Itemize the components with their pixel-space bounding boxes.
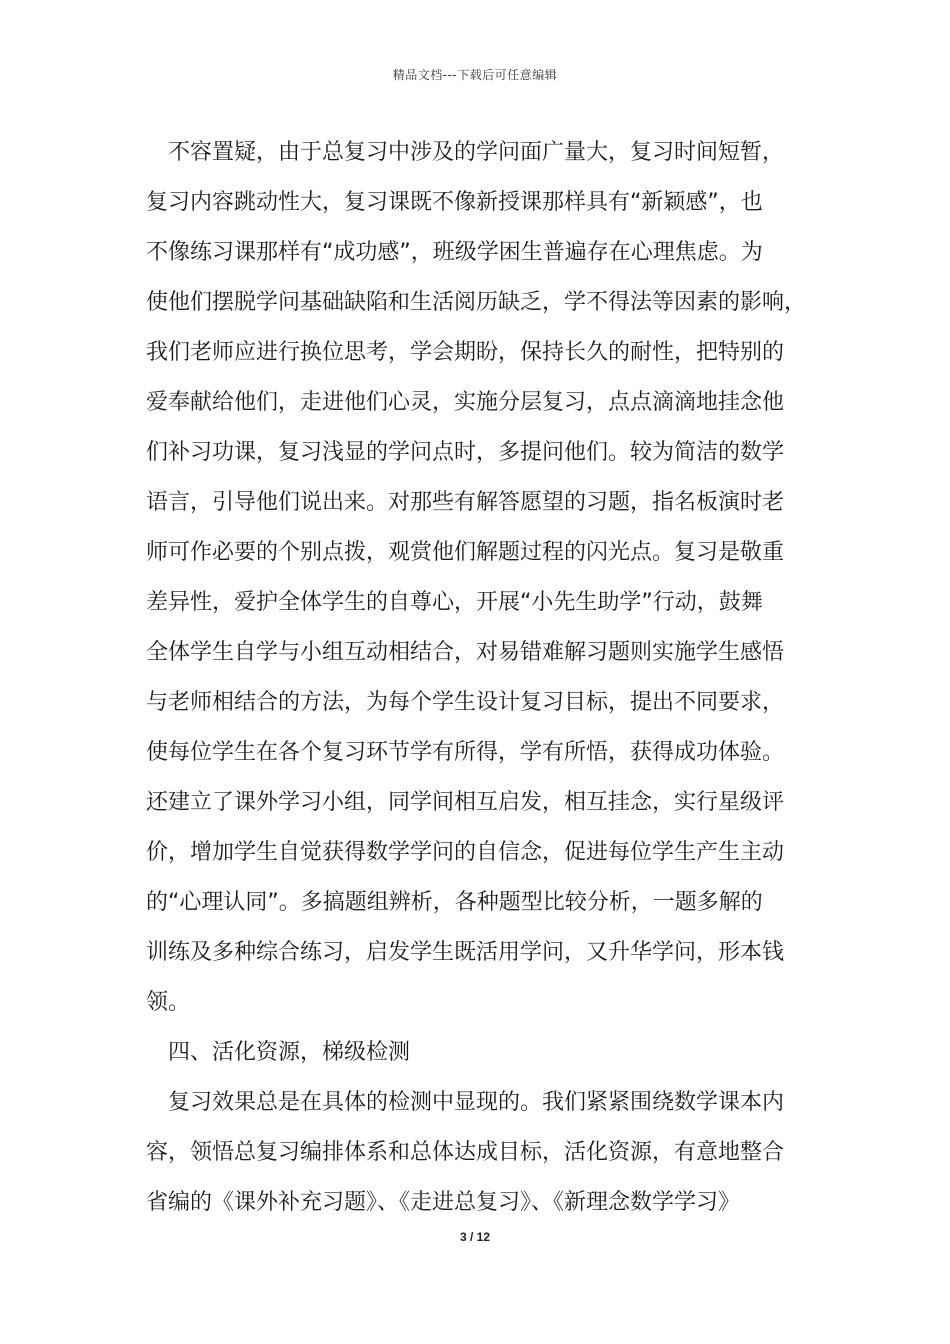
paragraph-line: 还建立了课外学习小组，同学间相互启发，相互挂念，实行星级评: [146, 790, 785, 815]
paragraph-line: 使他们摆脱学问基础缺陷和生活阅历缺乏，学不得法等因素的影响，: [146, 290, 807, 315]
paragraph-line: 使每位学生在各个复习环节学有所得，学有所悟，获得成功体验。: [146, 740, 785, 765]
paragraph-line: 复习内容跳动性大，复习课既不像新授课那样具有“新颖感”，也: [146, 190, 763, 215]
paragraph-line: 们补习功课，复习浅显的学问点时，多提问他们。较为简洁的数学: [146, 440, 785, 465]
document-body: [146, 128, 818, 1228]
page-header: 精品文档---下载后可任意编辑: [392, 68, 558, 82]
paragraph-line: 领。: [146, 990, 191, 1015]
paragraph-line: 爱奉献给他们，走进他们心灵，实施分层复习，点点滴滴地挂念他: [146, 390, 785, 415]
paragraph-line: 复习效果总是在具体的检测中显现的。我们紧紧围绕数学课本内: [168, 1090, 785, 1115]
paragraph-line: 不像练习课那样有“成功感”，班级学困生普遍存在心理焦虑。为: [146, 240, 763, 265]
paragraph-line: 省编的《课外补充习题》、《走进总复习》、《新理念数学学习》: [146, 1190, 741, 1215]
paragraph-line: 师可作必要的个别点拨，观赏他们解题过程的闪光点。复习是敬重: [146, 540, 785, 565]
paragraph-line: 差异性，爱护全体学生的自尊心，开展“小先生助学”行动，鼓舞: [146, 590, 763, 615]
paragraph-line: 的“心理认同”。多搞题组辨析，各种题型比较分析，一题多解的: [146, 890, 763, 915]
paragraph-line: 全体学生自学与小组互动相结合，对易错难解习题则实施学生感悟: [146, 640, 785, 665]
paragraph-line: 价，增加学生自觉获得数学学问的自信念，促进每位学生产生主动: [146, 840, 785, 865]
paragraph-line: 我们老师应进行换位思考，学会期盼，保持长久的耐性，把特别的: [146, 340, 785, 365]
section-heading: 四、活化资源，梯级检测: [168, 1040, 411, 1065]
paragraph-line: 训练及多种综合练习，启发学生既活用学问，又升华学问，形本钱: [146, 940, 785, 965]
paragraph-line: 不容置疑，由于总复习中涉及的学问面广量大，复习时间短暂，: [168, 140, 785, 165]
paragraph-line: 与老师相结合的方法，为每个学生设计复习目标，提出不同要求，: [146, 690, 785, 715]
paragraph-line: 语言，引导他们说出来。对那些有解答愿望的习题，指名板演时老: [146, 490, 785, 515]
page-number: 3 / 12: [459, 1230, 491, 1244]
paragraph-line: 容，领悟总复习编排体系和总体达成目标，活化资源，有意地整合: [146, 1140, 785, 1165]
